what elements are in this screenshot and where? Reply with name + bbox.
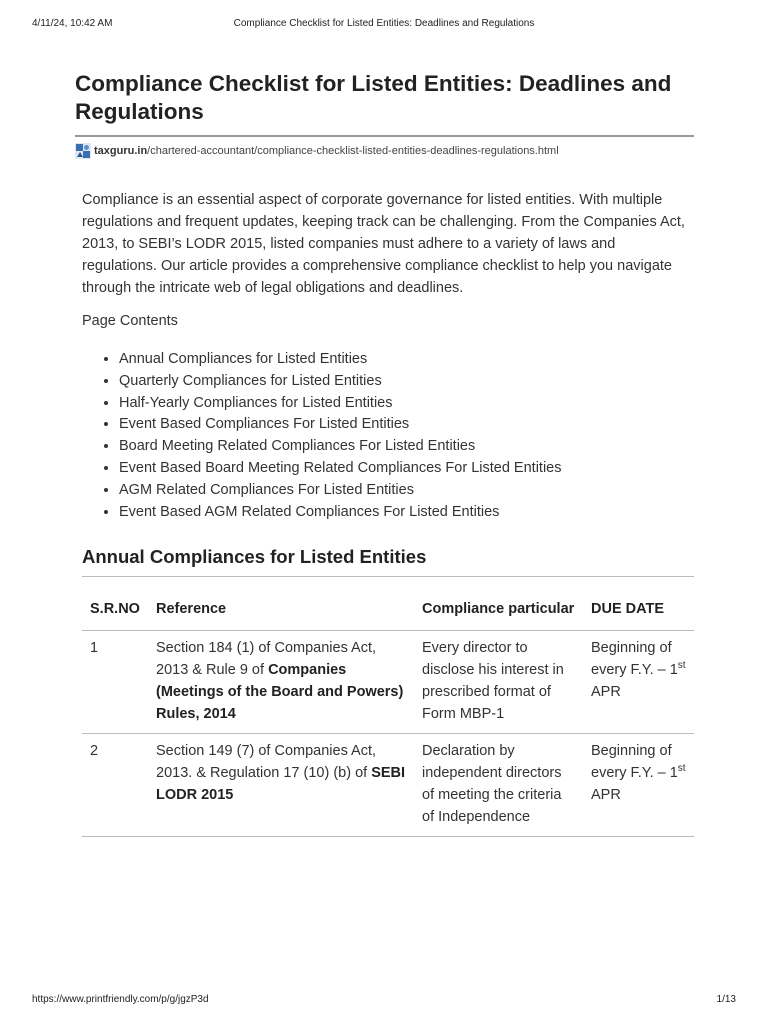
toc-item[interactable]: • Board Meeting Related Compliances For Listed Entities [119, 436, 561, 458]
toc-item[interactable]: • Annual Compliances for Listed Entities [119, 349, 561, 371]
cell-reference [148, 631, 414, 734]
section-divider [82, 576, 694, 577]
cell-particular: Every director to disclose his interest in prescribed format of Form MBP-1 [422, 640, 564, 722]
source-path[interactable]: /chartered-accountant/compliance-checklist-listed-entities-deadlines-regulations.html [147, 145, 559, 157]
page-number: 1/13 [716, 994, 736, 1005]
col-header-reference: Reference [156, 601, 227, 617]
cell-srno: 1 [90, 640, 99, 656]
section-heading: Annual Compliances for Listed Entities [82, 546, 427, 567]
due-date-text: Beginning of every F.Y. – 1 [591, 743, 678, 781]
due-date-text: Beginning of every F.Y. – 1 [591, 640, 678, 678]
print-datetime: 4/11/24, 10:42 AM [32, 18, 113, 29]
due-date-month: APR [591, 787, 621, 803]
taxguru-favicon-icon [75, 143, 91, 159]
table-header-row [82, 586, 694, 631]
due-date-ordinal: st [677, 763, 686, 775]
intro-paragraph: Compliance is an essential aspect of corporate governance for listed entities. With multiple regulations and frequent updates, keeping track can be challenging. From the Companies Act, 2013, to SEBI’s LODR 2015, listed companies must adhere to a variety of laws and regulations. Our article provides a comprehensive compliance checklist to help you navigate through the intricate web of legal obligations and deadlines. [82, 192, 685, 296]
col-header-srno: S.R.NO [90, 601, 140, 617]
print-doc-title: Compliance Checklist for Listed Entities: Deadlines and Regulations [233, 18, 535, 29]
cell-due-date [583, 734, 694, 837]
cell-reference [148, 734, 414, 837]
source-link[interactable] [75, 142, 559, 160]
reference-rule-name: SEBI LODR 2015 [156, 765, 406, 803]
toc-item[interactable]: • Event Based Board Meeting Related Compliances For Listed Entities [119, 458, 561, 480]
cell-srno: 2 [90, 743, 99, 759]
toc-item[interactable]: • Half-Yearly Compliances for Listed Entities [119, 393, 561, 415]
due-date-ordinal: st [677, 660, 686, 672]
cell-due-date [583, 631, 694, 734]
reference-rule-name: Companies (Meetings of the Board and Powers) Rules, 2014 [156, 662, 404, 722]
due-date-month: APR [591, 684, 621, 700]
article-title: Compliance Checklist for Listed Entities: Deadlines and Regulations [75, 71, 672, 124]
toc-item[interactable]: • AGM Related Compliances For Listed Entities [119, 480, 561, 502]
title-divider [75, 135, 694, 137]
print-header [32, 18, 736, 32]
reference-text: Section 149 (7) of Companies Act, 2013. & Regulation 17 (10) (b) of [156, 743, 377, 781]
toc-item[interactable]: • Event Based Compliances For Listed Entities [119, 414, 561, 436]
source-domain[interactable]: taxguru.in [94, 145, 148, 157]
toc-item[interactable]: • Quarterly Compliances for Listed Entities [119, 371, 561, 393]
table-row [82, 631, 694, 734]
table-of-contents [101, 349, 561, 523]
col-header-particular: Compliance particular [422, 601, 575, 617]
print-url: https://www.printfriendly.com/p/g/jgzP3d [32, 994, 209, 1005]
col-header-due-date: DUE DATE [591, 601, 665, 617]
toc-item[interactable]: • Event Based AGM Related Compliances For Listed Entities [119, 502, 561, 524]
reference-text: Section 184 (1) of Companies Act, 2013 & Rule 9 of [156, 640, 377, 678]
table-row [82, 734, 694, 837]
annual-compliance-table [82, 586, 694, 837]
page-contents-label: Page Contents [82, 313, 178, 329]
cell-particular: Declaration by independent directors of meeting the criteria of Independence [422, 743, 562, 825]
print-footer [32, 994, 736, 1008]
